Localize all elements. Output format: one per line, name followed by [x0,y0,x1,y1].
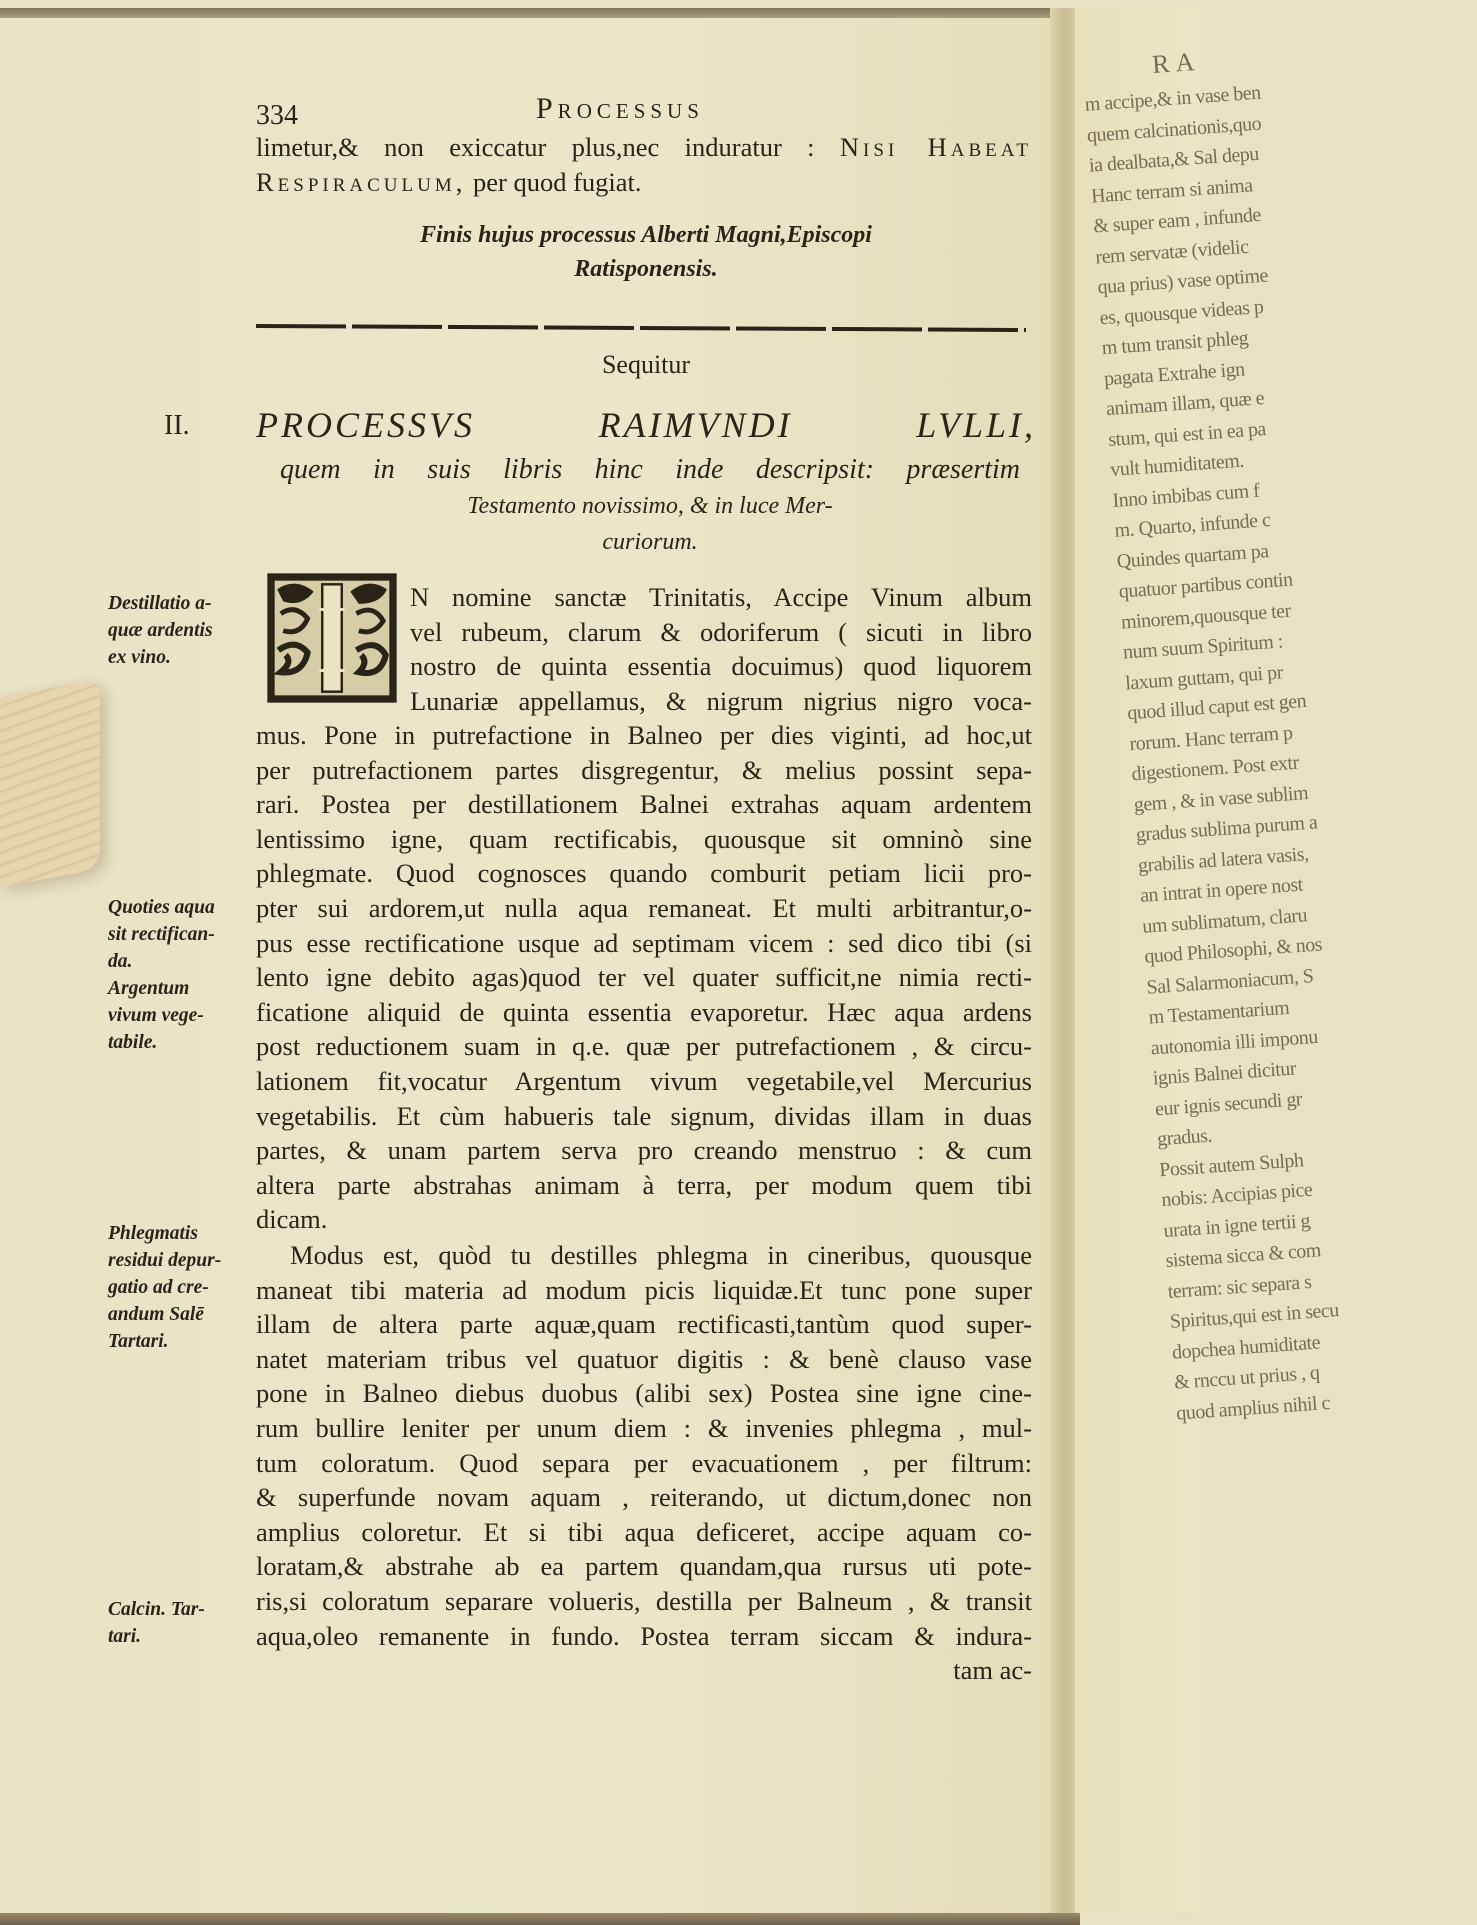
adjacent-page-line: dopchea humiditate [1171,1331,1321,1364]
page-header [256,92,1026,132]
text-line: pus esse rectificatione usque ad septimam vicem : sed dico tibi (si [256,927,1032,958]
adjacent-page-line: ignis Balnei dicitur [1152,1057,1297,1090]
adjacent-page-line: terram: sic separa s [1167,1270,1313,1303]
adjacent-page-line: autonomia illi imponu [1150,1025,1319,1060]
adjacent-page-line: Hanc terram si anima [1090,173,1254,208]
text-line: mus. Pone in putrefactione in Balneo per dies viginti, ad hoc,ut [256,720,1032,750]
text-line: vel rubeum, clarum & odoriferum ( sicuti in libro [410,616,1032,647]
adjacent-page-line: m Testamentarium [1147,996,1290,1029]
adjacent-page-line: digestionem. Post extr [1130,751,1300,786]
opening-lines [256,130,1032,199]
adjacent-page [1075,8,1340,1913]
paragraph-1 [256,718,1032,1237]
margin-note-line: residui depur- [108,1250,222,1271]
adjacent-page-line: & rnccu ut prius , q [1173,1361,1321,1394]
margin-note-phlegmatis [108,1220,250,1355]
text-line: ficatione aliquid de quinta essentia evaporetur. Hæc aqua ardens [256,996,1032,1027]
text-line: altera parte abstrahas animam à terra, per modum quem tibi [256,1169,1032,1200]
margin-note-line: da. [108,951,133,972]
section-number: II. [164,410,190,441]
adjacent-page-line: num suum Spiritum : [1122,630,1284,664]
adjacent-page-line: Spiritus,qui est in secu [1169,1299,1340,1333]
text-line: Lunariæ appellamus, & nigrum nigrius nigro voca- [410,685,1032,716]
text-line: amplius coloretur. Et si tibi aqua deficeret, accipe aquam co- [256,1516,1032,1547]
adjacent-page-line: m. Quarto, infunde c [1113,508,1272,542]
opening-line-1-text: limetur,& non exiccatur plus,nec induratur : [256,132,840,162]
text-line: nostro de quinta essentia docuimus) quod liquorem [410,651,1032,682]
subtitle-line-1: quem in suis libris hinc inde descripsit: præsertim [280,454,1020,485]
adjacent-page-line: an intrat in opere nost [1139,873,1304,907]
section-subtitle [280,452,1020,560]
margin-note-line: gatio ad cre- [108,1277,209,1298]
drop-cap-ornament-icon [271,577,393,699]
adjacent-page-line: qua prius) vase optime [1096,264,1269,299]
adjacent-page-line: quod Philosophi, & nos [1143,933,1323,968]
text-line: dicam. [256,1204,328,1235]
margin-note-line: ex vino. [108,647,171,668]
adjacent-page-line: vult humiditatem. [1109,449,1245,481]
adjacent-page-line: es, quousque videas p [1098,295,1265,329]
margin-note-line: Tartari. [108,1331,169,1352]
text-line: lentissimo igne, quam rectificabis, quousque sit omninò sine [256,823,1032,854]
margin-note-destillatio [108,590,250,671]
adjacent-page-line: minorem,quousque ter [1120,599,1292,634]
text-line: rum bullire leniter per unum diem : & invenies phlegma , mul- [256,1412,1032,1443]
adjacent-page-line: animam illam, quæ e [1105,387,1265,421]
adjacent-page-line: rorum. Hanc terram p [1128,721,1294,755]
text-line: vegetabilis. Et cùm habueris tale signum, dividas illam in duas [256,1100,1032,1131]
page-bottom-edge [0,1913,1080,1925]
adjacent-page-line: gradus. [1156,1124,1213,1151]
adjacent-page-line: m tum transit phleg [1101,327,1249,360]
margin-note-line: sit rectifican- [108,924,215,945]
adjacent-page-line: laxum guttam, qui pr [1124,660,1284,694]
adjacent-page-line: m accipe,& in vase ben [1084,81,1262,116]
thumb-holding-page [0,679,100,887]
paragraph-1-capped [410,580,1032,718]
margin-note-line: vivum vege- [108,1005,204,1026]
adjacent-page-line: & super eam , infunde [1092,203,1262,238]
margin-note-line: Destillatio a- [108,593,212,614]
adjacent-page-line: ia dealbata,& Sal depu [1088,142,1260,177]
adjacent-page-line: stum, qui est in ea pa [1107,417,1267,451]
text-line: Modus est, quòd tu destilles phlegma in cineribus, quousque [290,1240,1032,1270]
adjacent-page-line: Sal Salarmoniacum, S [1145,964,1315,999]
text-line: lento igne debito agas)quod ter vel quater sufficit,ne nimia recti- [256,962,1032,993]
adjacent-page-line: gradus sublima purum a [1135,811,1318,847]
text-line: phlegmate. Quod cognosces quando comburit petiam licii pro- [256,858,1032,889]
svg-text:I: I [315,586,349,695]
adjacent-page-line: quod amplius nihil c [1175,1391,1331,1425]
text-line: & superfunde novam aquam , reiterando, ut dictum,donec non [256,1482,1032,1513]
text-line: tum coloratum. Quod separa per evacuationem , per filtrum: [256,1447,1032,1478]
adjacent-page-line: rem servatæ (videlic [1094,235,1250,268]
page-number: 334 [256,100,298,131]
text-line: lationem fit,vocatur Argentum vivum vegetabile,vel Mercurius [256,1065,1032,1096]
finis-colophon [256,218,1036,286]
text-line: loratam,& abstrahe ab ea partem quandam,qua rursus uti pote- [256,1551,1032,1582]
opening-line-2 [256,165,1032,200]
section-title: PROCESSVS RAIMVNDI LVLLI, [256,405,1036,445]
finis-line-2: Ratisponensis. [574,256,718,282]
adjacent-page-text [1081,29,1477,1429]
opening-line-2-caps: Respiraculum, [256,166,467,197]
margin-note-quoties [108,894,250,1056]
text-line: N nomine sanctæ Trinitatis, Accipe Vinum album [410,582,1032,612]
paragraph-2 [256,1238,1032,1688]
opening-line-1 [256,130,1032,165]
subtitle-line-2: Testamento novissimo, & in luce Mer- [467,493,833,519]
adjacent-page-line: um sublimatum, claru [1141,903,1308,938]
text-line: pter sui ardorem,ut nulla aqua remaneat. Et multi arbitrantur,o- [256,892,1032,923]
text-line: partes, & unam partem serva pro creando menstruo : & cum [256,1135,1032,1166]
finis-line-1: Finis hujus processus Alberti Magni,Episcopi [420,222,872,248]
text-line: aqua,oleo remanente in fundo. Postea terram siccam & indura- [256,1620,1032,1651]
section-divider-rule [256,324,1026,332]
subtitle-line-3: curiorum. [602,529,698,555]
running-head: Processus [536,92,704,125]
adjacent-page-line: urata in igne tertii g [1162,1209,1311,1242]
adjacent-page-head: RA [1151,46,1202,80]
margin-note-line: quæ ardentis [108,620,213,641]
adjacent-page-line: Possit autem Sulph [1158,1148,1305,1181]
adjacent-page-line: quatuor partibus contin [1118,568,1294,603]
text-line: pone in Balneo diebus duobus (alibi sex) Postea sine igne cine- [256,1378,1032,1409]
margin-note-line: Quoties aqua [108,897,215,918]
text-line: illam de altera parte aquæ,quam rectificasti,tantùm quod super- [256,1309,1032,1340]
adjacent-page-line: eur ignis secundi gr [1154,1087,1303,1120]
opening-line-1-caps: Nisi Habeat [839,132,1033,162]
margin-note-line: Calcin. Tar- [108,1599,205,1620]
adjacent-page-line: Quindes quartam pa [1115,539,1270,573]
sequitur-heading: Sequitur [601,350,691,379]
adjacent-page-line: nobis: Accipias pice [1160,1178,1313,1212]
adjacent-page-line: quod illud caput est gen [1126,689,1307,725]
margin-note-line: Argentum [108,978,190,999]
margin-note-line: Phlegmatis [108,1223,198,1244]
text-line: post reductionem suam in q.e. quæ per putrefactionem , & circu- [256,1031,1032,1062]
opening-line-2-text: per quod fugiat. [466,166,642,197]
catchword: tam ac- [953,1655,1032,1686]
text-line: ris,si coloratum separare volueris, destilla per Balneum , & transit [256,1585,1032,1616]
text-line: per putrefactionem partes disgregentur, & melius possint sepa- [256,754,1032,785]
adjacent-page-line: Inno imbibas cum f [1111,479,1260,512]
adjacent-page-line: grabilis ad latera vasis, [1137,842,1310,877]
ornamental-drop-cap [268,574,396,702]
page-top-edge [0,8,1060,18]
left-page [0,8,1060,1913]
margin-note-calcin [108,1596,250,1650]
margin-note-line: tabile. [108,1032,158,1053]
margin-note-line: andum Salē [108,1304,204,1325]
adjacent-page-line: quem calcinationis,quo [1086,112,1262,147]
adjacent-page-line: sistema sicca & com [1164,1239,1322,1273]
adjacent-page-line: pagata Extrahe ign [1103,357,1246,390]
adjacent-page-line: gem , & in vase sublim [1133,781,1309,816]
margin-note-line: tari. [108,1626,142,1647]
text-line: rari. Postea per destillationem Balnei extrahas aquam ardentem [256,789,1032,820]
text-line: maneat tibi materia ad modum picis liquidæ.Et tunc pone super [256,1274,1032,1305]
text-line: natet materiam tribus vel quatuor digitis : & benè clauso vase [256,1343,1032,1374]
